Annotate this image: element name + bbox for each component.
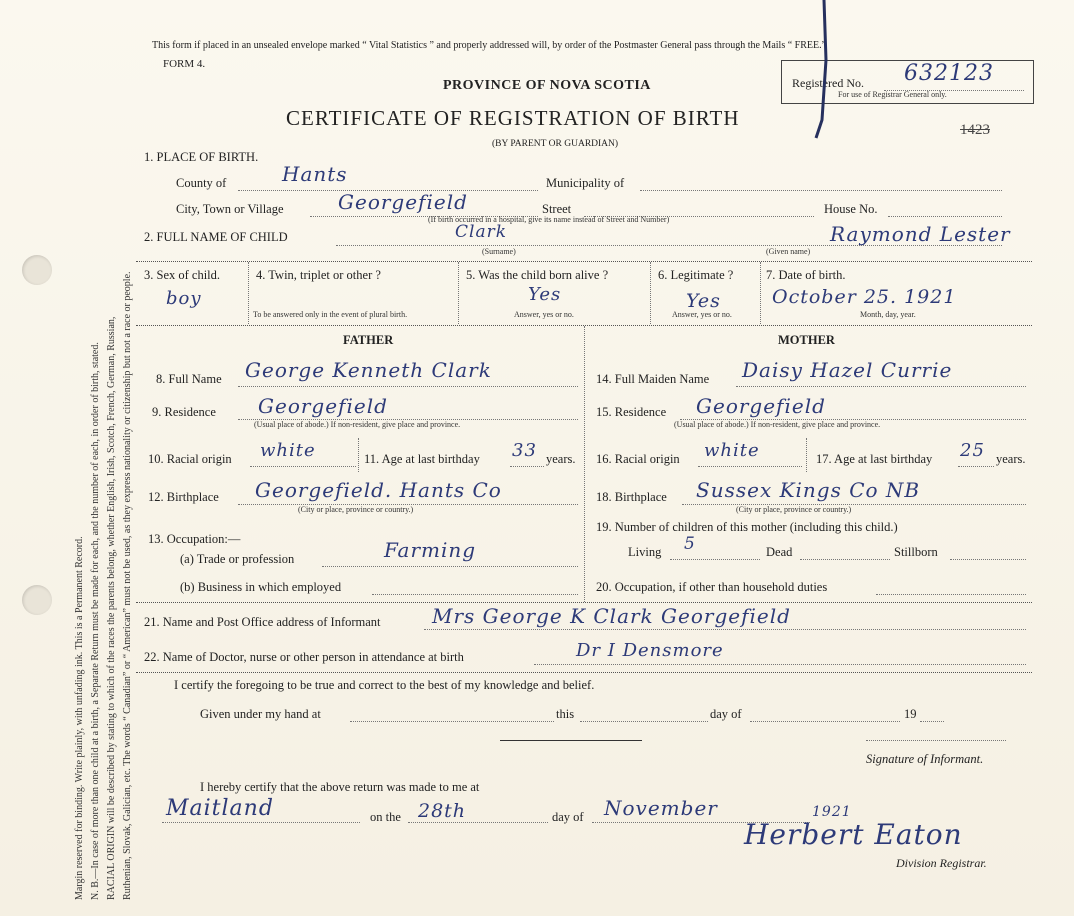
trade-label: (a) Trade or profession [180, 552, 295, 566]
county-value: Hants [282, 162, 348, 186]
registrar-year: 1921 [812, 804, 852, 820]
day-of-label-2: day of [552, 810, 584, 824]
county-label: County of [176, 176, 227, 190]
living-label: Living [628, 545, 662, 559]
father-name: George Kenneth Clark [245, 358, 492, 382]
margin-line: RACIAL ORIGIN will be described by stating to which of the races the parents belong, whether English, Irish, Scotch, French, German, Russian, [106, 316, 117, 900]
twin-label: 4. Twin, triplet or other ? [256, 268, 381, 282]
children-count-label: 19. Number of children of this mother (including this child.) [596, 520, 898, 534]
father-racial-label: 10. Racial origin [148, 452, 232, 466]
form-number: FORM 4. [163, 58, 206, 70]
municipality-label: Municipality of [546, 176, 625, 190]
mother-racial: white [704, 440, 760, 461]
surname-caption: (Surname) [482, 247, 516, 256]
dob-value: October 25. 1921 [772, 286, 957, 308]
mother-racial-label: 16. Racial origin [596, 452, 680, 466]
registrar-place: Maitland [166, 796, 274, 821]
registrar-caption: Division Registrar. [896, 856, 987, 870]
this-label: this [556, 707, 575, 721]
doctor-value: Dr I Densmore [576, 640, 724, 661]
mother-years: years. [996, 452, 1026, 466]
year-label: 19 [904, 707, 917, 721]
father-racial: white [260, 440, 316, 461]
certify-text: I certify the foregoing to be true and correct to the best of my knowledge and belief. [174, 678, 595, 692]
legitimate-note: Answer, yes or no. [672, 310, 732, 319]
sex-value: boy [166, 288, 202, 309]
business-label: (b) Business in which employed [180, 580, 342, 594]
registrar-month: November [604, 796, 718, 820]
child-name-label: 2. FULL NAME OF CHILD [144, 230, 288, 244]
mother-residence-label: 15. Residence [596, 405, 667, 419]
mother-birthplace-label: 18. Birthplace [596, 490, 667, 504]
street-label: Street [542, 202, 572, 216]
living-value: 5 [684, 534, 696, 554]
dead-label: Dead [766, 545, 793, 559]
place-section-label: 1. PLACE OF BIRTH. [144, 150, 259, 164]
legitimate-label: 6. Legitimate ? [658, 268, 734, 282]
hospital-note: (If birth occurred in a hospital, give its name instead of Street and Number) [428, 215, 670, 224]
mother-name: Daisy Hazel Currie [742, 358, 953, 382]
margin-instructions [12, 20, 140, 900]
stamp-number: 1423 [960, 122, 990, 138]
father-heading: FATHER [343, 333, 394, 347]
mother-birthplace-note: (City or place, province or country.) [736, 505, 852, 514]
dob-note: Month, day, year. [860, 310, 916, 319]
registrar-note: For use of Registrar General only. [838, 90, 947, 99]
father-age-label: 11. Age at last birthday [364, 452, 480, 466]
twin-note: To be answered only in the event of plural birth. [253, 310, 408, 319]
on-the-label: on the [370, 810, 401, 824]
mother-name-label: 14. Full Maiden Name [596, 372, 710, 386]
mother-heading: MOTHER [778, 333, 835, 347]
registrar-day: 28th [418, 800, 467, 822]
mother-birthplace: Sussex Kings Co NB [696, 478, 921, 502]
mother-age: 25 [960, 440, 985, 461]
certificate-subtitle: (BY PARENT OR GUARDIAN) [492, 139, 619, 149]
trade-value: Farming [384, 538, 477, 562]
informant-value: Mrs George K Clark Georgefield [432, 604, 791, 628]
postal-notice: This form if placed in an unsealed envelope marked “ Vital Statistics ” and properly addressed will, by order of the Postmaster General pass through the Mails “ FREE.” [152, 40, 827, 51]
ink-pen-stroke [812, 0, 842, 140]
certificate-title: CERTIFICATE OF REGISTRATION OF BIRTH [286, 106, 740, 130]
margin-line: Margin reserved for binding. Write plainly, with unfading ink. This is a Permanent Record. [74, 536, 85, 900]
mother-age-label: 17. Age at last birthday [816, 452, 933, 466]
margin-line: Ruthenian, Slovak, Galician, etc. The words “ Canadian” or “ American” must not be used, as they express nationality or citizenship but not a race or people. [122, 271, 133, 900]
child-surname: Clark [455, 222, 508, 242]
alive-label: 5. Was the child born alive ? [466, 268, 609, 282]
father-residence-label: 9. Residence [152, 405, 216, 419]
stillborn-label: Stillborn [894, 545, 938, 559]
father-residence: Georgefield [258, 394, 388, 418]
mother-abode-note: (Usual place of abode.) If non-resident, give place and province. [674, 420, 881, 429]
doctor-label: 22. Name of Doctor, nurse or other person in attendance at birth [144, 650, 464, 664]
father-age: 33 [512, 440, 537, 461]
informant-label: 21. Name and Post Office address of Informant [144, 615, 381, 629]
alive-note: Answer, yes or no. [514, 310, 574, 319]
legitimate-value: Yes [686, 290, 721, 312]
registered-number: 632123 [904, 61, 994, 86]
informant-signature-caption: Signature of Informant. [866, 752, 984, 766]
mother-occupation-label: 20. Occupation, if other than household duties [596, 580, 828, 594]
father-name-label: 8. Full Name [156, 372, 222, 386]
dob-label: 7. Date of birth. [766, 268, 846, 282]
father-years: years. [546, 452, 576, 466]
alive-value: Yes [528, 284, 562, 305]
registered-label: Registered No. [792, 76, 864, 90]
province-heading: PROVINCE OF NOVA SCOTIA [443, 78, 651, 93]
registrar-signature: Herbert Eaton [744, 818, 963, 851]
child-given-name: Raymond Lester [830, 222, 1011, 246]
given-label: Given under my hand at [200, 707, 321, 721]
father-birthplace: Georgefield. Hants Co [255, 478, 502, 502]
mother-residence: Georgefield [696, 394, 826, 418]
sex-label: 3. Sex of child. [144, 268, 221, 282]
day-of-label: day of [710, 707, 742, 721]
given-caption: (Given name) [766, 247, 811, 256]
father-abode-note: (Usual place of abode.) If non-resident, give place and province. [254, 420, 461, 429]
margin-line: N. B.—In case of more than one child at a birth, a Separate Return must be made for each, and the number of each, in order of birth, stated. [90, 342, 101, 900]
city-label: City, Town or Village [176, 202, 284, 216]
father-birthplace-note: (City or place, province or country.) [298, 505, 414, 514]
registrar-text: I hereby certify that the above return was made to me at [200, 780, 480, 794]
city-value: Georgefield [338, 190, 468, 214]
father-birthplace-label: 12. Birthplace [148, 490, 219, 504]
occupation-label: 13. Occupation:— [148, 532, 241, 546]
house-label: House No. [824, 202, 878, 216]
